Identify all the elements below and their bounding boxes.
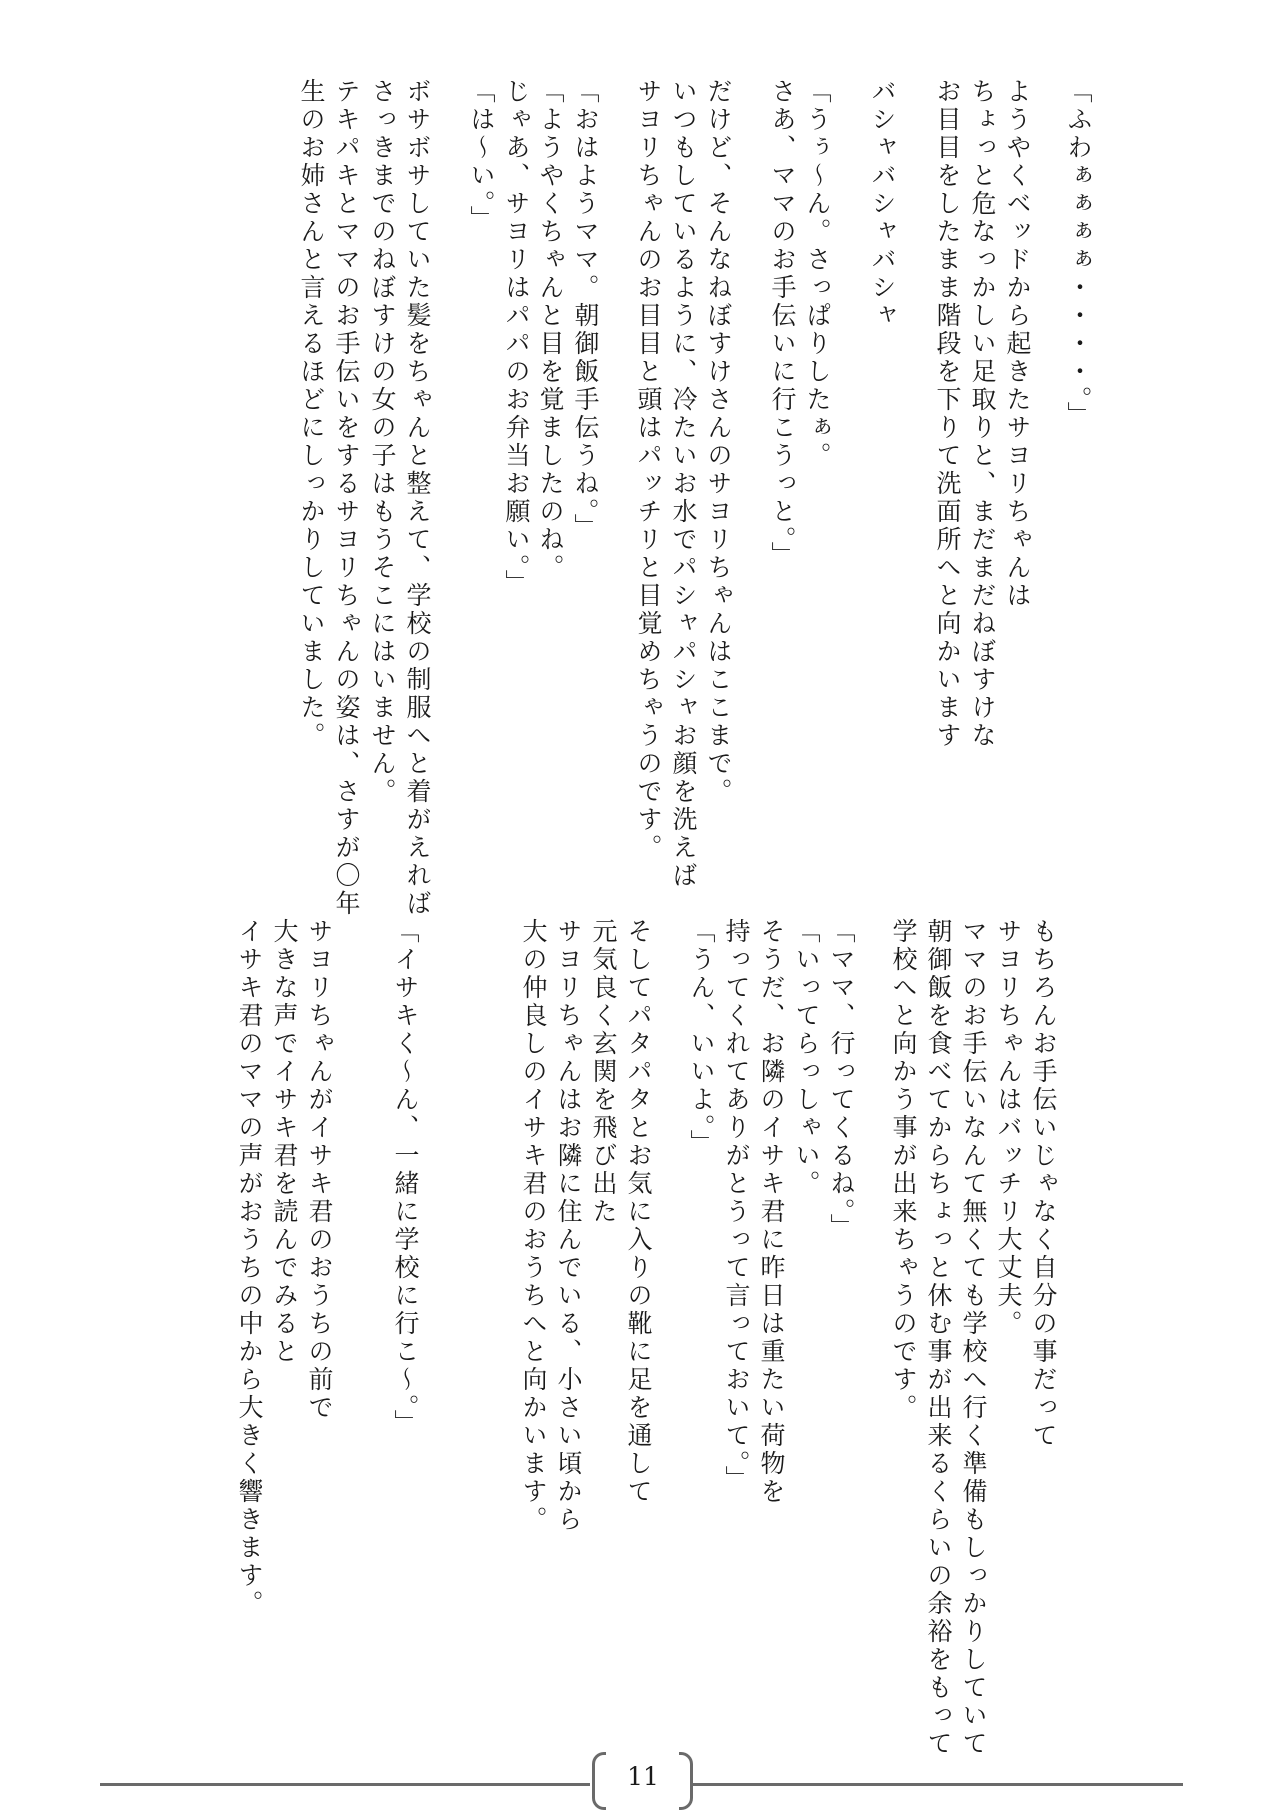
text-column: さあ、ママのお手伝いに行こうっと。」	[768, 78, 797, 570]
page-number: 11	[627, 1762, 659, 1791]
text-column: 「うん、いいよ。」	[687, 918, 716, 1158]
text-column: 学校へと向かう事が出来ちゃうのです。	[889, 918, 918, 1422]
text-column: だけど、そんなねぼすけさんのサヨリちゃんはここまで。	[704, 78, 733, 806]
footer-bracket-right	[679, 1752, 693, 1810]
text-column: ママのお手伝いなんて無くても学校へ行く準備もしっかりしていて	[959, 918, 988, 1758]
text-column: そしてパタパタとお気に入りの靴に足を通して	[624, 918, 653, 1506]
text-column: 大きな声でイサキ君を読んでみると	[270, 918, 299, 1366]
text-column: さっきまでのねぼすけの女の子はもうそこにはいません。	[368, 78, 397, 806]
text-column: バシャバシャバシャ	[868, 78, 897, 330]
text-column: もちろんお手伝いじゃなく自分の事だって	[1029, 918, 1058, 1450]
text-column: 「うぅ～ん。さっぱりしたぁ。	[803, 78, 832, 470]
text-column: 朝御飯を食べてからちょっと休む事が出来るくらいの余裕をもって	[924, 918, 953, 1758]
text-column: 「イサキく～ん、一緒に学校に行こ～。」	[391, 918, 420, 1438]
page-footer	[0, 1750, 1280, 1810]
text-column: イサキ君のママの声がおうちの中から大きく響きます。	[235, 918, 264, 1618]
footer-rule-right	[693, 1783, 1183, 1786]
text-column: サヨリちゃんがイサキ君のおうちの前で	[305, 918, 334, 1422]
text-column: ようやくベッドから起きたサヨリちゃんは	[1003, 78, 1032, 610]
text-column: ボサボサしていた髪をちゃんと整えて、学校の制服へと着がえれば	[403, 78, 432, 918]
text-column: 「ふわぁぁぁぁ・・・・。」	[1064, 78, 1093, 430]
text-column: ちょっと危なっかしい足取りと、まだまだねぼすけな	[968, 78, 997, 750]
text-column: そうだ、お隣のイサキ君に昨日は重たい荷物を	[757, 918, 786, 1506]
footer-bracket-left	[592, 1752, 606, 1810]
text-column: 生のお姉さんと言えるほどにしっかりしていました。	[297, 78, 326, 750]
text-column: 「ようやくちゃんと目を覚ましたのね。	[536, 78, 565, 582]
text-column: じゃあ、サヨリはパパのお弁当お願い。」	[502, 78, 531, 598]
text-column: サヨリちゃんのお目目と頭はパッチリと目覚めちゃうのです。	[634, 78, 663, 862]
text-column: サヨリちゃんはバッチリ大丈夫。	[994, 918, 1023, 1338]
text-column: 元気良く玄関を飛び出た	[589, 918, 618, 1226]
text-column: お目目をしたまま階段を下りて洗面所へと向かいます	[933, 78, 962, 750]
text-column: サヨリちゃんはお隣に住んでいる、小さい頃から	[554, 918, 583, 1534]
text-column: 「ママ、行ってくるね。」	[827, 918, 856, 1242]
text-column: 「おはようママ。朝御飯手伝うね。」	[571, 78, 600, 542]
text-column: テキパキとママのお手伝いをするサヨリちゃんの姿は、さすが〇年	[332, 78, 361, 918]
text-column: 「いってらっしゃい。	[792, 918, 821, 1198]
text-column: 「は～い。」	[467, 78, 496, 234]
text-column: いつもしているように、冷たいお水でパシャパシャお顔を洗えば	[669, 78, 698, 890]
text-column: 持ってくれてありがとうって言っておいて。」	[722, 918, 751, 1494]
text-column: 大の仲良しのイサキ君のおうちへと向かいます。	[519, 918, 548, 1534]
footer-rule-left	[100, 1783, 590, 1786]
